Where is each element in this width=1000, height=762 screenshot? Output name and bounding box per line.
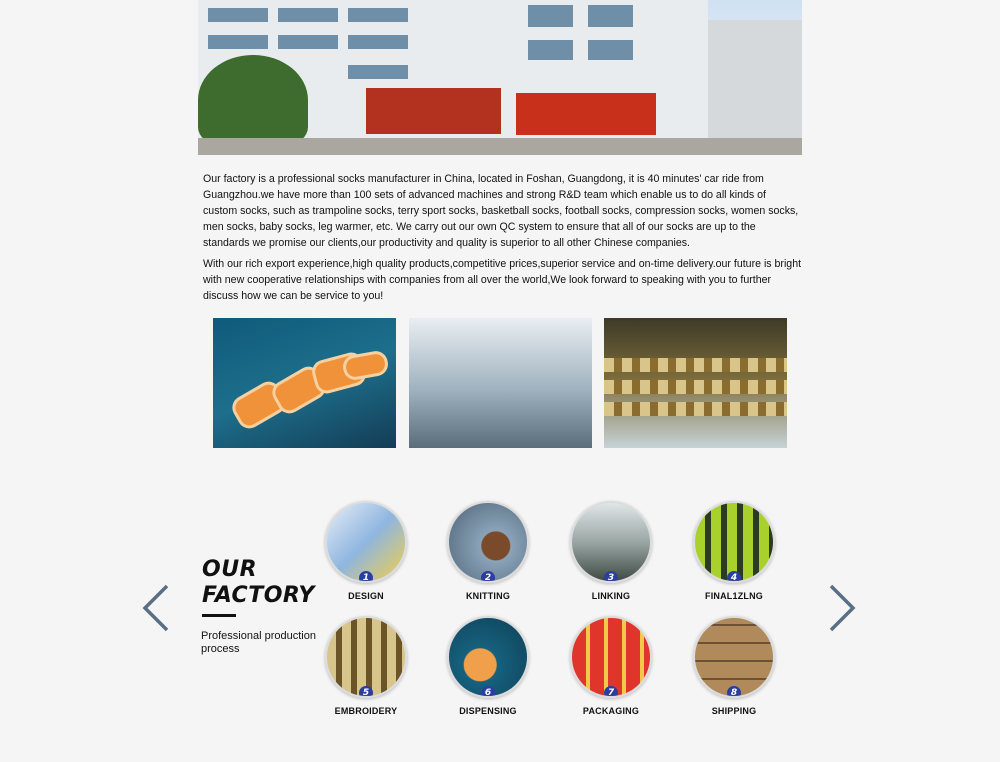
step-finalizing[interactable] [679, 501, 789, 601]
step-number-badge: 5 [359, 686, 373, 698]
intro-paragraph-2: With our rich export experience,high quality products,competitive prices,superior service and on-time delivery.our future is bright with new cooperative relationships with companies from all over the world,We look forward to speaking with you to further discuss how we can be service to you! [203, 258, 802, 302]
step-label: KNITTING [465, 591, 511, 601]
intro-paragraph-1: Our factory is a professional socks manufacturer in China, located in Foshan, Guangdong, it is 40 minutes' car ride from Guangzhou.we have more than 100 sets of advanced machines and strong R&D team which enable us to do all kinds of custom socks, such as trampoline socks, terry sport socks, basketball socks, football socks, compression socks, women socks, men socks, baby socks, leg warmer, etc. We carry out our own QC system to ensure that all of our socks are up to the standards we promise our clients,our productivity and quality is superior to all other Chinese companies. [203, 173, 799, 249]
step-embroidery[interactable] [311, 616, 421, 716]
embroidery-image [325, 616, 407, 698]
step-dispensing[interactable] [433, 616, 543, 716]
design-image [325, 501, 407, 583]
knitting-image [447, 501, 529, 583]
chevron-left-icon [141, 583, 171, 633]
step-label: SHIPPING [711, 706, 757, 716]
step-number-badge: 8 [727, 686, 741, 698]
chevron-right-icon [827, 583, 857, 633]
step-linking[interactable] [556, 501, 666, 601]
shipping-container [366, 88, 501, 134]
section-title [202, 557, 315, 609]
carousel-prev-button[interactable] [141, 583, 171, 633]
shipping-image [693, 616, 775, 698]
title-underline [202, 614, 236, 617]
section-subtitle: Professional production process [201, 630, 316, 655]
step-packaging[interactable] [556, 616, 666, 716]
intro-text [203, 171, 803, 309]
knitting-workshop-photo [409, 318, 592, 448]
step-shipping[interactable] [679, 616, 789, 716]
step-number-badge: 1 [359, 571, 373, 583]
carousel-next-button[interactable] [827, 583, 857, 633]
step-label: PACKAGING [582, 706, 640, 716]
step-design[interactable] [311, 501, 421, 601]
packaging-image [570, 616, 652, 698]
step-number-badge: 7 [604, 686, 618, 698]
linking-image [570, 501, 652, 583]
step-number-badge: 6 [481, 686, 495, 698]
section-title-line-1: OUR [202, 557, 258, 582]
step-label: LINKING [591, 591, 631, 601]
step-label: DESIGN [348, 591, 384, 601]
factory-hero-image [198, 0, 802, 155]
shipping-container [516, 93, 656, 135]
dispensing-image [447, 616, 529, 698]
dispensing-photo [213, 318, 396, 448]
step-label: EMBROIDERY [334, 706, 398, 716]
step-label: FINAL1ZLNG [705, 591, 763, 601]
step-number-badge: 3 [604, 571, 618, 583]
step-number-badge: 2 [481, 571, 495, 583]
step-number-badge: 4 [727, 571, 741, 583]
step-label: DISPENSING [459, 706, 517, 716]
finalizing-image [693, 501, 775, 583]
embroidery-machines-photo [604, 318, 787, 448]
step-knitting[interactable] [433, 501, 543, 601]
section-title-line-2: FACTORY [202, 583, 315, 608]
